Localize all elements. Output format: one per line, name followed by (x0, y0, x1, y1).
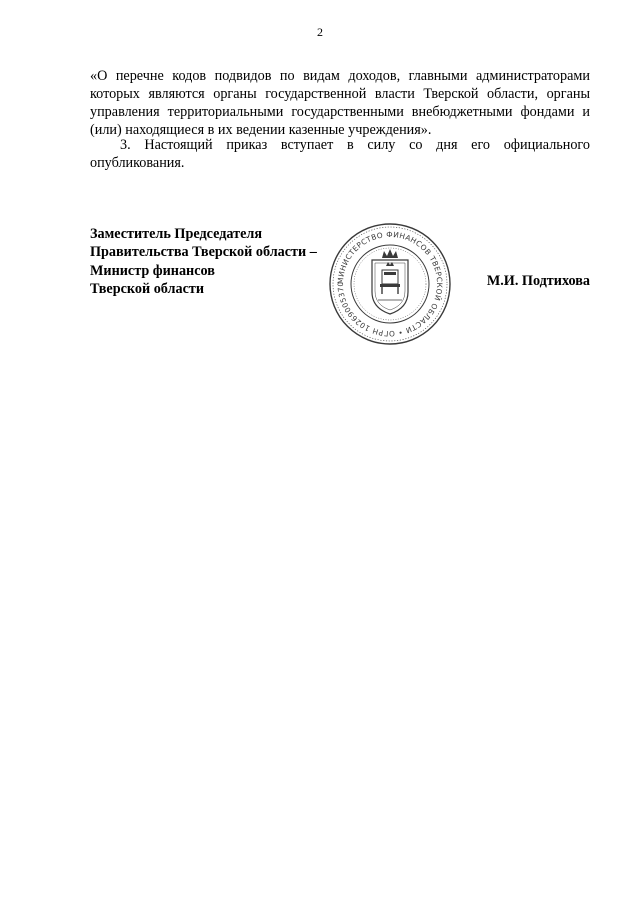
signatory-position-line: Тверской области (90, 280, 205, 297)
signatory-position-line: Министр финансов (90, 262, 215, 279)
official-seal-graphic (328, 222, 452, 346)
body-paragraph-1: «О перечне кодов подвидов по видам доходов, главными администраторами которых являются органы государственной власти Тверской области, органы управления территориальными государственными внебюджетными фондами и (или) находящиеся в их ведении казенные учреждения». (90, 68, 590, 138)
signatory-position (90, 225, 317, 298)
svg-text:МИНИСТЕРСТВО ФИНАНСОВ ТВЕРСКОЙ: МИНИСТЕРСТВО ФИНАНСОВ ТВЕРСКОЙ ОБЛАСТИ • ОГРН 10269005370 (335, 229, 445, 339)
page-number: 2 (317, 25, 323, 39)
signatory-name: М.И. Подтихова (486, 273, 590, 289)
body-paragraph-2: 3. Настоящий приказ вступает в силу со дня его официального опубликования. (90, 137, 590, 171)
signatory-position-line: Правительства Тверской области – (90, 244, 317, 261)
signatory-position-line: Заместитель Председателя (90, 226, 263, 242)
official-seal (328, 222, 452, 346)
